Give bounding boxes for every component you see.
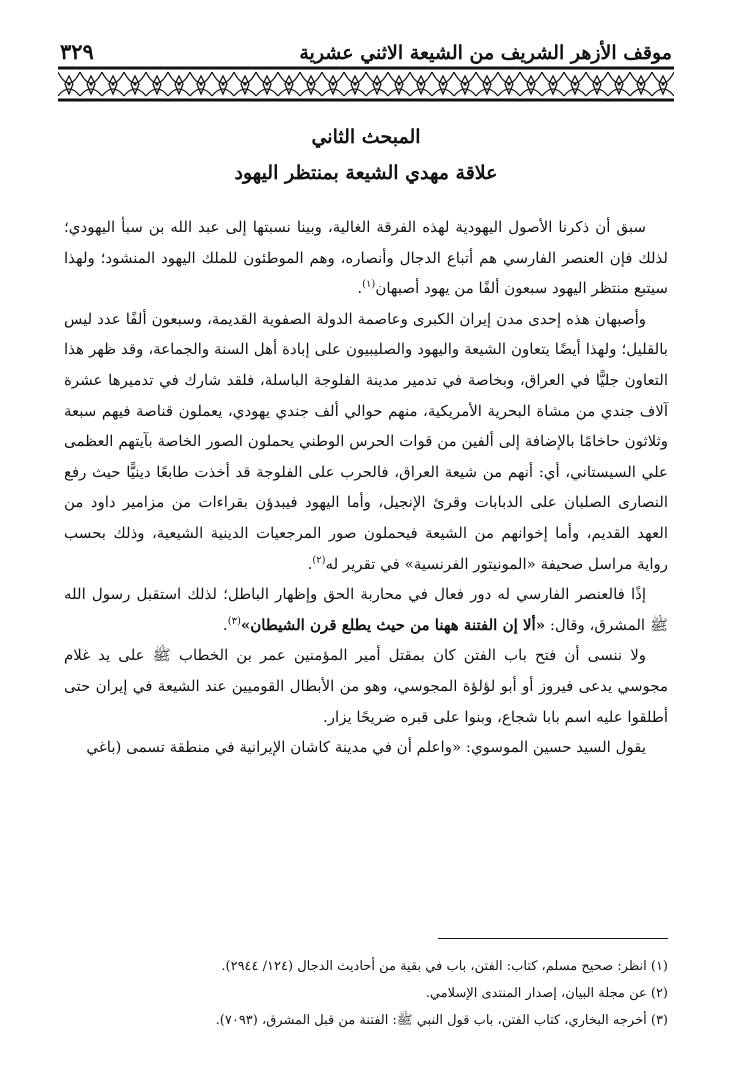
paragraph-4: ولا ننسى أن فتح باب الفتن كان بمقتل أمير المؤمنين عمر بن الخطاب ﷺ على يد غلام مجوسي يدعى فيروز أو أبو لؤلؤة المجوسي، وهو من الأبطال القوميين عند الشيعة في إيران حتى أطلقوا عليه اسم بابا شجاع، وبنوا على قبره ضريحًا يزار. (64, 646, 668, 726)
paragraph-3: إذًا فالعنصر الفارسي له دور فعال في محاربة الحق وإظهار الباطل؛ لذلك استقبل رسول الله ﷺ المشرق، وقال: «ألا إن الفتنة ههنا من حيث يطلع قرن الشيطان»$^{(٣)}$. (64, 585, 668, 634)
footnote-2: (٢) عن مجلة البيان، إصدار المنتدى الإسلامي. (425, 986, 668, 1001)
footnote-ref-2[interactable]: (٢) (312, 554, 326, 566)
paragraph-5: يقول السيد حسين الموسوي: «واعلم أن في مدينة كاشان الإيرانية في منطقة تسمى (باغي (86, 738, 646, 757)
hadith-quote: «ألا إن الفتنة ههنا من حيث يطلع قرن الشيطان» (240, 615, 546, 634)
ornamental-border (58, 64, 674, 104)
footnotes (64, 953, 668, 1034)
chapter-subtitle: علاقة مهدي الشيعة بمنتظر اليهود (234, 162, 498, 184)
footnote-1: (١) انظر: صحيح مسلم، كتاب: الفتن، باب في بقية من أحاديث الدجال (١٢٤/ ٢٩٤٤). (221, 959, 668, 974)
footnote-3: (٣) أخرجه البخاري، كتاب الفتن، باب قول النبي ﷺ: الفتنة من قبل المشرق، (٧٠٩٣). (215, 1013, 668, 1028)
book-title: موقف الأزهر الشريف من الشيعة الاثني عشرية (299, 42, 672, 64)
paragraph-2: وأصبهان هذه إحدى مدن إيران الكبرى وعاصمة الدولة الصفوية القديمة، وسبعون ألفًا عدد ليس بالقليل؛ ولهذا أيضًا يتعاون الشيعة واليهود والصليبيون على إبادة أهل السنة والجماعة، وقد ظهر هذا التعاون جليًّا في العراق، وبخاصة في تدمير مدينة الفلوجة الباسلة، فلقد شارك في تدميرها عشرة آلاف جندي من مشاة البحرية الأمريكية، منهم حوالي ألف جندي يهودي، يعملون قناصة فيهم سبعة وثلاثون حاخامًا بالإضافة إلى ألفين من قوات الحرس الوطني يحملون الصور الخاصة بآيتهم العظمى علي السيستاني، أي: أنهم من شيعة العراق، فالحرب على الفلوجة قد أخذت طابعًا دينيًّا حيث رفع النصارى الصلبان على الدبابات وقرئ الإنجيل، وأما اليهود فيبدؤن بقراءات من مزامير داود من العهد القديم، وأما إخوانهم من الشيعة فيحملون صور المرجعيات الدينية الشيعية، وذلك بحسب رواية مراسل صحيفة «المونيتور الفرنسية» في تقرير له$^{(٢)}$. (64, 309, 668, 573)
chapter-title: المبحث الثاني (311, 126, 421, 148)
paragraph-1: سبق أن ذكرنا الأصول اليهودية لهذه الفرقة الغالية، وبينا نسبتها إلى عبد الله بن سبأ اليهودي؛ لذلك فإن العنصر الفارسي هم أتباع الدجال وأنصاره، وهم الموطئون للملك اليهود المنشود؛ ولهذا سيتبع منتظر اليهود سبعون ألفًا من يهود أصبهان$^{(١)}$. (64, 218, 668, 298)
footnote-divider (438, 938, 668, 939)
page-number: ٣٢٩ (60, 39, 94, 64)
main-text (64, 212, 668, 763)
running-head (60, 30, 672, 64)
footnote-ref-1[interactable]: (١) (362, 279, 376, 291)
footnote-ref-3[interactable]: (٣) (227, 615, 241, 627)
